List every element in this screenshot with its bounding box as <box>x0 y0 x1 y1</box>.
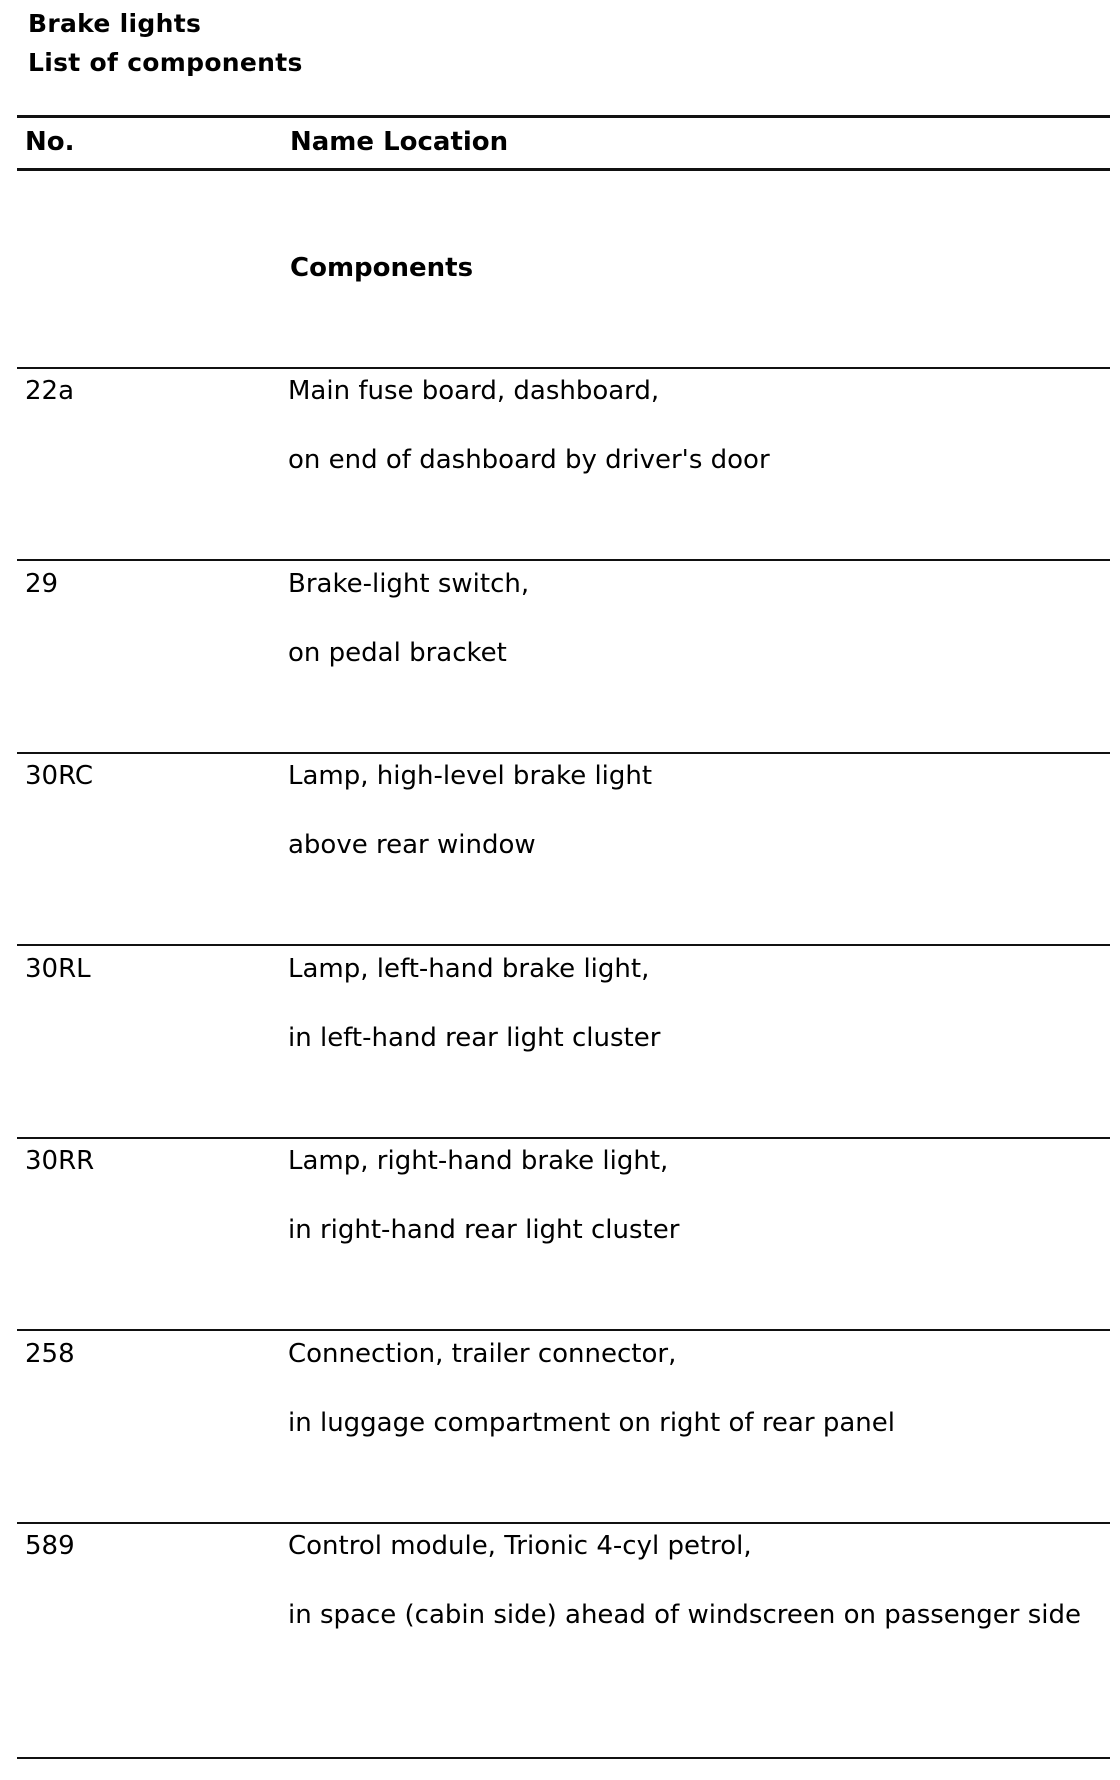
row-divider <box>17 1329 1110 1331</box>
row-divider <box>17 944 1110 946</box>
document-title-line-2: List of components <box>28 48 303 77</box>
column-header-no: No. <box>25 127 75 157</box>
component-number: 30RR <box>25 1146 95 1176</box>
component-name: Control module, Trionic 4-cyl petrol, <box>288 1531 752 1561</box>
component-location: on end of dashboard by driver's door <box>288 445 770 475</box>
document-title <box>28 4 303 82</box>
component-location: in luggage compartment on right of rear panel <box>288 1408 895 1438</box>
component-name: Lamp, right-hand brake light, <box>288 1146 669 1176</box>
table-top-rule <box>17 115 1110 118</box>
component-name: Brake-light switch, <box>288 569 530 599</box>
section-label: Components <box>290 253 474 283</box>
document-title-line-1: Brake lights <box>28 9 202 38</box>
component-location: in space (cabin side) ahead of windscreen on passenger side <box>288 1600 1081 1630</box>
row-divider <box>17 752 1110 754</box>
component-number: 30RL <box>25 954 91 984</box>
column-header-name-location: Name Location <box>290 127 509 157</box>
component-name: Main fuse board, dashboard, <box>288 376 660 406</box>
component-number: 589 <box>25 1531 75 1561</box>
component-location: in left-hand rear light cluster <box>288 1023 661 1053</box>
component-number: 258 <box>25 1339 75 1369</box>
component-name: Lamp, high-level brake light <box>288 761 653 791</box>
component-location: in right-hand rear light cluster <box>288 1215 680 1245</box>
row-divider <box>17 1137 1110 1139</box>
component-number: 30RC <box>25 761 94 791</box>
component-name: Lamp, left-hand brake light, <box>288 954 650 984</box>
component-number: 29 <box>25 569 59 599</box>
row-divider <box>17 1522 1110 1524</box>
row-divider <box>17 559 1110 561</box>
component-number: 22a <box>25 376 75 406</box>
header-bottom-rule <box>17 168 1110 171</box>
component-location: on pedal bracket <box>288 638 507 668</box>
row-divider <box>17 367 1110 369</box>
component-location: above rear window <box>288 830 536 860</box>
table-bottom-rule <box>17 1757 1110 1759</box>
component-name: Connection, trailer connector, <box>288 1339 677 1369</box>
